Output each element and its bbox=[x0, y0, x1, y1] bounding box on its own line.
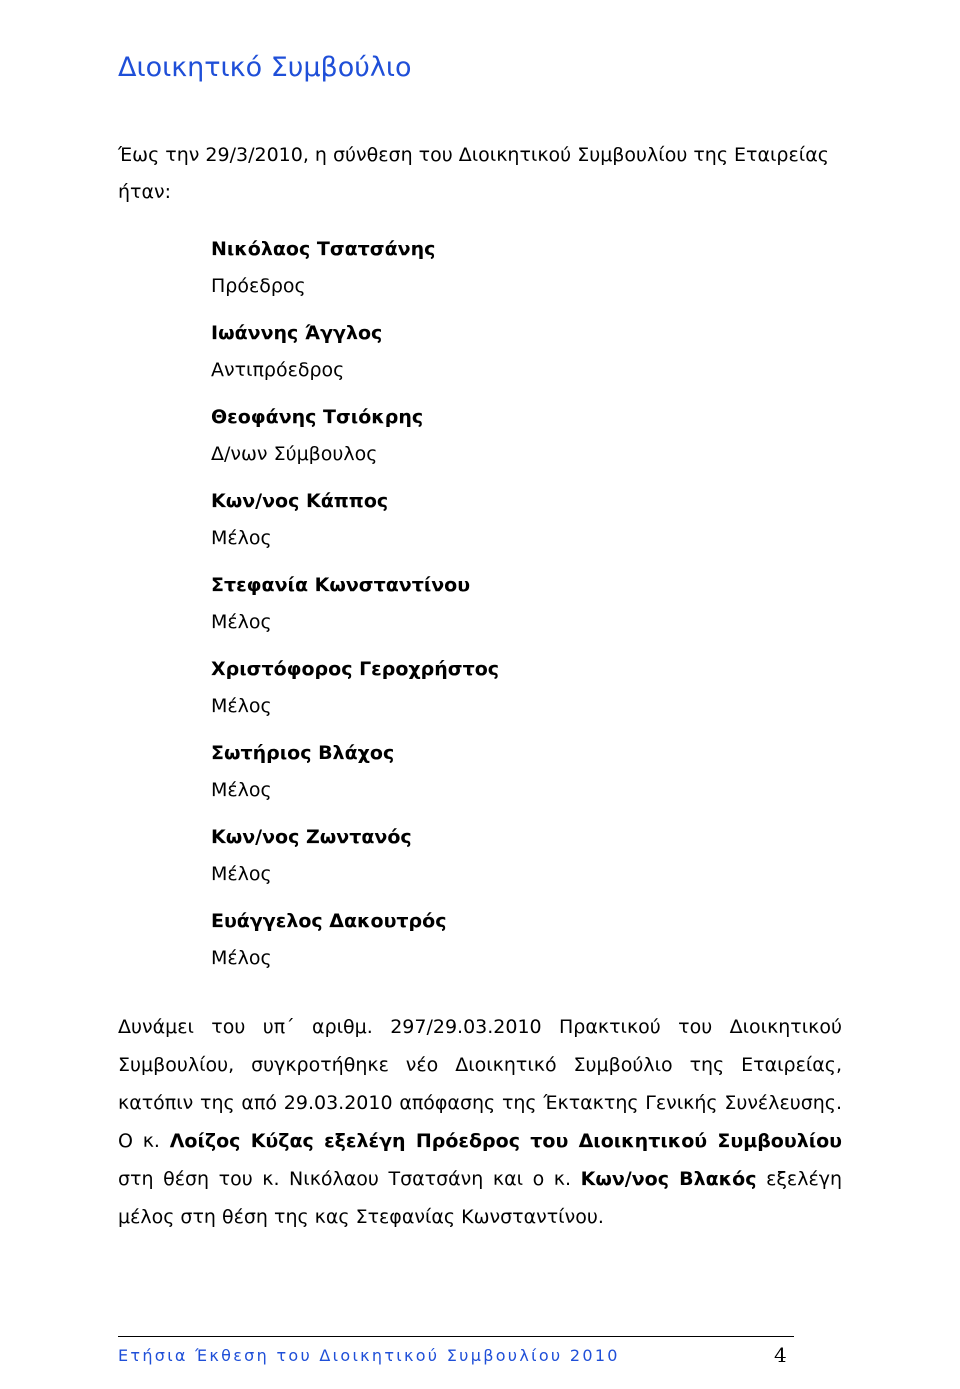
paragraph-text: εξελέγη μέλος στη θέση της κας Στεφανίας Κωνσταντίνου. bbox=[118, 1168, 842, 1228]
member-role: Πρόεδρος bbox=[211, 275, 306, 297]
member-item bbox=[211, 737, 499, 821]
member-role: Μέλος bbox=[211, 947, 272, 969]
member-role: Μέλος bbox=[211, 527, 272, 549]
member-name: Σωτήριος Βλάχος bbox=[211, 742, 395, 764]
member-role: Μέλος bbox=[211, 695, 272, 717]
member-name: Κων/νος Κάππος bbox=[211, 490, 389, 512]
member-role: Δ/νων Σύμβουλος bbox=[211, 443, 378, 465]
member-name: Ιωάννης Άγγλος bbox=[211, 322, 383, 344]
member-item bbox=[211, 401, 499, 485]
member-item bbox=[211, 653, 499, 737]
paragraph-text: Δυνάμει του υπ΄ αριθμ. 297/29.03.2010 Πρακτικού του Διοικητικού Συμβουλίου, συγκροτήθηκε νέο Διοικητικό Συμβούλιο της Εταιρείας, κατόπιν της από 29.03.2010 απόφασης της Έκτακτης Γενικής Συνέλευσης. Ο κ. bbox=[118, 1016, 842, 1152]
page-number: 4 bbox=[774, 1343, 787, 1367]
member-item bbox=[211, 485, 499, 569]
member-item bbox=[211, 233, 499, 317]
member-name: Κων/νος Ζωντανός bbox=[211, 826, 412, 848]
member-item bbox=[211, 569, 499, 653]
member-name: Χριστόφορος Γεροχρήστος bbox=[211, 658, 500, 680]
intro-text: Έως την 29/3/2010, η σύνθεση του Διοικητικού Συμβουλίου της Εταιρείας ήταν: bbox=[118, 144, 829, 203]
footer-divider bbox=[118, 1336, 794, 1337]
member-name: Θεοφάνης Τσιόκρης bbox=[211, 406, 424, 428]
member-role: Μέλος bbox=[211, 611, 272, 633]
member-item bbox=[211, 821, 499, 905]
board-members-list bbox=[211, 233, 499, 989]
member-name: Ευάγγελος Δακουτρός bbox=[211, 910, 447, 932]
page-title: Διοικητικό Συμβούλιο bbox=[118, 52, 412, 83]
member-item bbox=[211, 905, 499, 989]
paragraph-bold-text: Κων/νος Βλακός bbox=[580, 1168, 757, 1190]
member-role: Αντιπρόεδρος bbox=[211, 359, 345, 381]
member-role: Μέλος bbox=[211, 779, 272, 801]
member-name: Στεφανία Κωνσταντίνου bbox=[211, 574, 471, 596]
member-item bbox=[211, 317, 499, 401]
board-change-paragraph bbox=[118, 1008, 842, 1236]
member-role: Μέλος bbox=[211, 863, 272, 885]
paragraph-bold-text: Λοίζος Κύζας εξελέγη Πρόεδρος του Διοικητικού Συμβουλίου bbox=[169, 1130, 842, 1152]
footer-title: Ετήσια Έκθεση του Διοικητικού Συμβουλίου 2010 bbox=[118, 1346, 620, 1365]
paragraph-text: στη θέση του κ. Νικόλαου Τσατσάνη και ο κ. bbox=[118, 1168, 572, 1190]
member-name: Νικόλαος Τσατσάνης bbox=[211, 238, 436, 260]
